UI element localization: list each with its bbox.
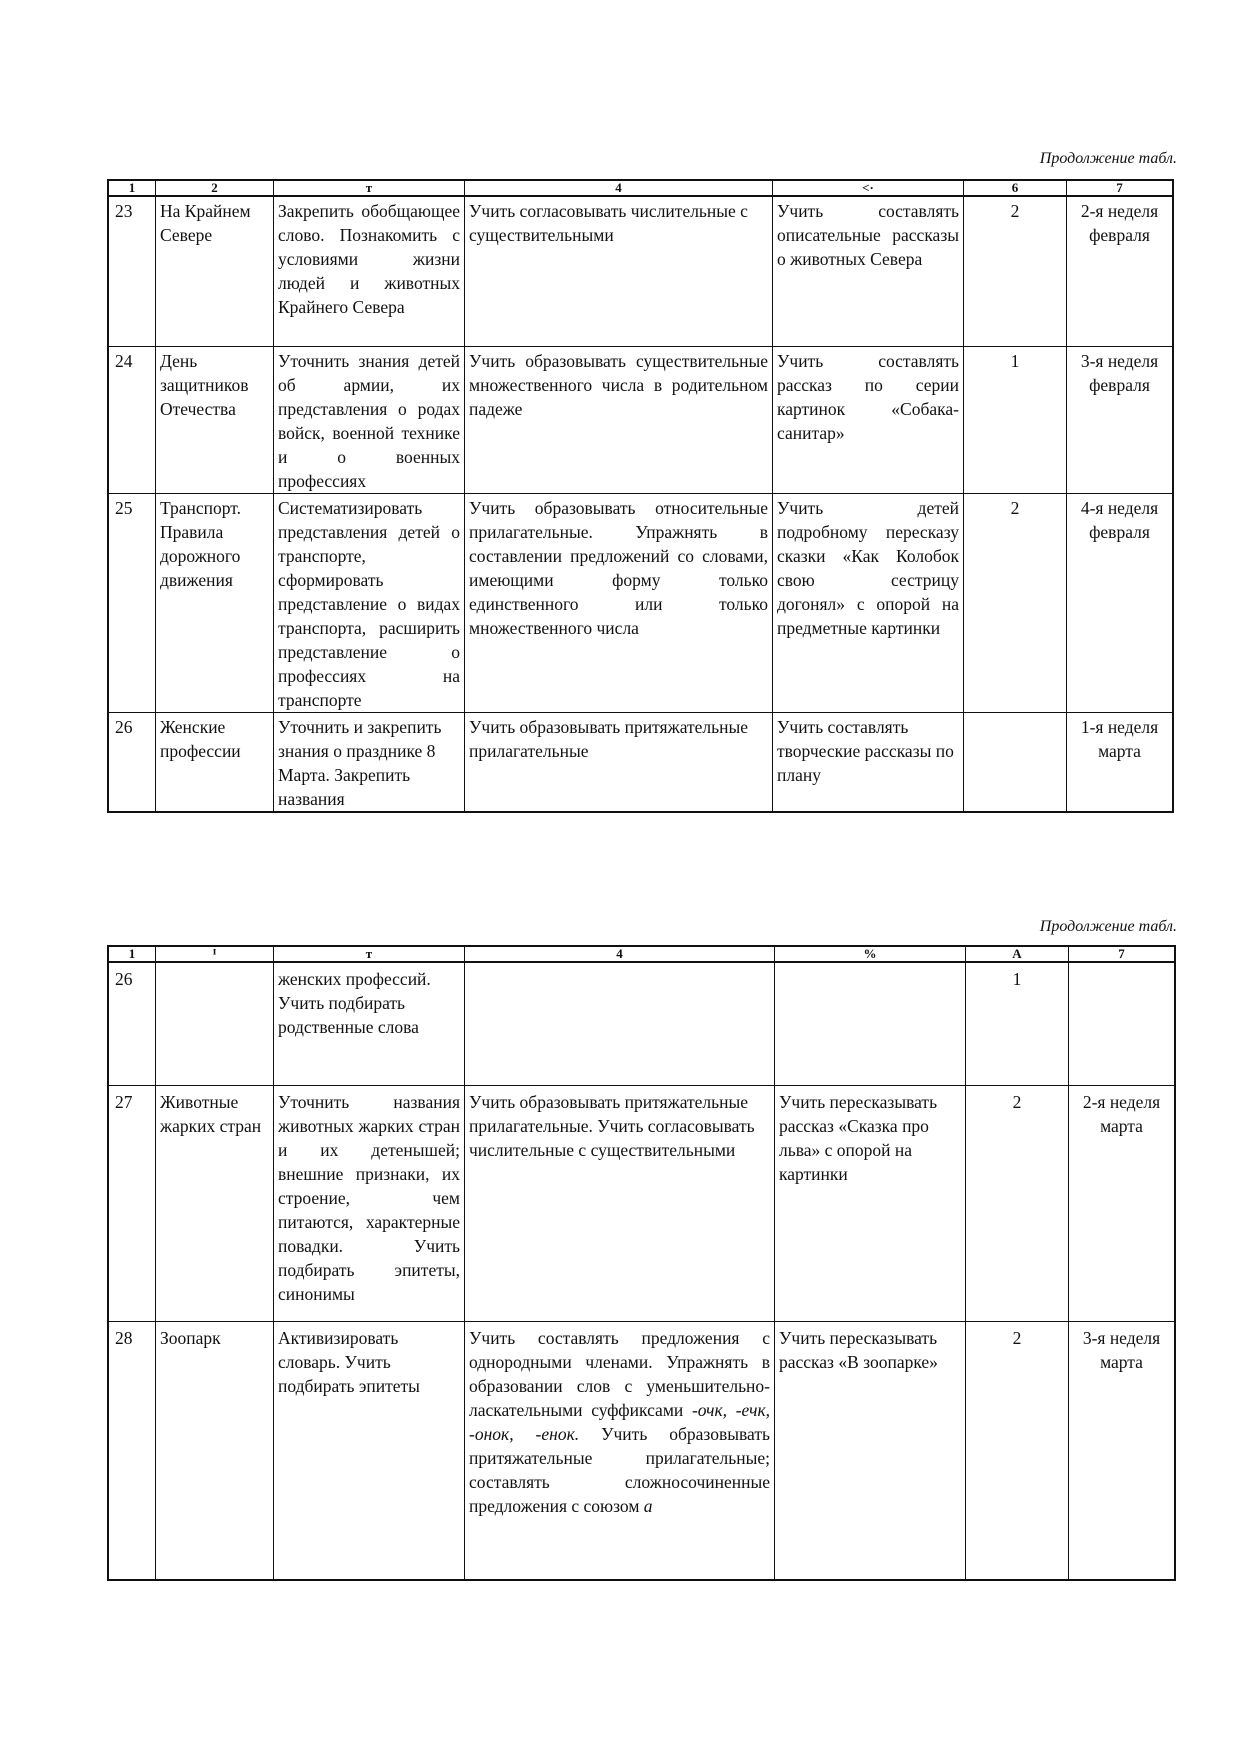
grammar-goal: Учить образовывать существительные множественного числа в родительном падеже: [465, 347, 773, 494]
header-cell: 1: [108, 946, 156, 962]
header-cell: 4: [465, 946, 775, 962]
grammar-goal: Учить образовывать притяжательные прилагательные: [465, 713, 773, 813]
table-row: [108, 347, 1173, 494]
speech-goal: Учить пересказывать рассказ «Сказка про льва» с опорой на картинки: [775, 1086, 966, 1322]
table-row: [108, 196, 1173, 347]
header-cell: 7: [1067, 180, 1174, 196]
grammar-goal: Учить образовывать притяжательные прилагательные. Учить согласовывать числительные с существительными: [465, 1086, 775, 1322]
hours-count: [964, 713, 1067, 813]
lexicon-goal: Закрепить обобщающее слово. Познакомить с условиями жизни людей и животных Крайнего Севера: [274, 196, 465, 347]
period: 1-я неделя марта: [1067, 713, 1174, 813]
header-cell: %: [775, 946, 966, 962]
lexicon-goal: Активизировать словарь. Учить подбирать эпитеты: [274, 1322, 465, 1581]
lexicon-goal: Уточнить знания детей об армии, их представления о родах войск, военной технике и о военных профессиях: [274, 347, 465, 494]
table-row: [108, 1322, 1175, 1581]
speech-goal: Учить пересказывать рассказ «В зоопарке»: [775, 1322, 966, 1581]
hours-count: 2: [966, 1086, 1069, 1322]
header-cell: 4: [465, 180, 773, 196]
lesson-number: 26: [108, 713, 156, 813]
speech-goal: Учить составлять описательные рассказы о животных Севера: [773, 196, 964, 347]
grammar-goal-text-2: Учить образовывать притяжательные прилагательные; составлять сложносочиненные предложения с союзом: [469, 1424, 770, 1516]
header-row: [108, 946, 1175, 962]
lexicon-goal: Уточнить и закрепить знания о празднике 8 Марта. Закрепить названия: [274, 713, 465, 813]
grammar-goal: [465, 962, 775, 1086]
header-row: [108, 180, 1173, 196]
lesson-plan-table-bottom: [107, 945, 1176, 1581]
lesson-topic: На Крайнем Севере: [156, 196, 274, 347]
period: 4-я неделя февраля: [1067, 494, 1174, 713]
grammar-goal: [465, 1322, 775, 1581]
header-cell: А: [966, 946, 1069, 962]
grammar-goal: Учить согласовывать числительные с существительными: [465, 196, 773, 347]
lexicon-goal: Систематизировать представления детей о транспорте, сформировать представление о видах транспорта, расширить представление о профессиях на транспорте: [274, 494, 465, 713]
lexicon-goal: Уточнить названия животных жарких стран и их детенышей; внешние признаки, их строение, чем питаются, характерные повадки. Учить подбирать эпитеты, синонимы: [274, 1086, 465, 1322]
table-continuation-caption-top: Продолжение табл.: [1039, 150, 1177, 167]
speech-goal: Учить составлять рассказ по серии картинок «Собака-санитар»: [773, 347, 964, 494]
hours-count: 1: [964, 347, 1067, 494]
header-cell: <·: [773, 180, 964, 196]
period: 3-я неделя марта: [1069, 1322, 1176, 1581]
suffix-examples: -очк, -ечк, -онок, -енок.: [469, 1400, 771, 1444]
lesson-topic: Транспорт. Правила дорожного движения: [156, 494, 274, 713]
period: 2-я неделя марта: [1069, 1086, 1176, 1322]
conjunction: а: [643, 1496, 653, 1516]
header-cell: 7: [1069, 946, 1176, 962]
speech-goal: [775, 962, 966, 1086]
hours-count: 2: [964, 494, 1067, 713]
lesson-number: 23: [108, 196, 156, 347]
speech-goal: Учить составлять творческие рассказы по плану: [773, 713, 964, 813]
lesson-number: 28: [108, 1322, 156, 1581]
hours-count: 2: [966, 1322, 1069, 1581]
grammar-goal: Учить образовывать относительные прилагательные. Упражнять в составлении предложений со словами, имеющими форму только единственного или только множественного числа: [465, 494, 773, 713]
header-cell: 1: [108, 180, 156, 196]
lesson-number: 25: [108, 494, 156, 713]
lesson-topic: Животные жарких стран: [156, 1086, 274, 1322]
table-row: [108, 713, 1173, 813]
table-row: [108, 1086, 1175, 1322]
table-row: [108, 494, 1173, 713]
period: 3-я неделя февраля: [1067, 347, 1174, 494]
lesson-topic: [156, 962, 274, 1086]
header-cell: т: [274, 946, 465, 962]
lesson-topic: Женские профессии: [156, 713, 274, 813]
speech-goal: Учить детей подробному пересказу сказки «Как Колобок свою сестрицу догонял» с опорой на предметные картинки: [773, 494, 964, 713]
table-continuation-caption-bottom: Продолжение табл.: [1039, 918, 1177, 935]
lesson-number: 27: [108, 1086, 156, 1322]
table-row: [108, 962, 1175, 1086]
period: [1069, 962, 1176, 1086]
header-cell: ᴵ: [156, 946, 274, 962]
period: 2-я неделя февраля: [1067, 196, 1174, 347]
lesson-topic: Зоопарк: [156, 1322, 274, 1581]
header-cell: 6: [964, 180, 1067, 196]
lesson-number: 24: [108, 347, 156, 494]
lesson-topic: День защитников Отечества: [156, 347, 274, 494]
hours-count: 1: [966, 962, 1069, 1086]
header-cell: т: [274, 180, 465, 196]
grammar-goal-text: Учить составлять предложения с однородными членами. Упражнять в образовании слов с уменьшительно-ласкательными суффиксами: [469, 1328, 770, 1420]
lexicon-goal: женских профессий. Учить подбирать родственные слова: [274, 962, 465, 1086]
header-cell: 2: [156, 180, 274, 196]
lesson-number: 26: [108, 962, 156, 1086]
hours-count: 2: [964, 196, 1067, 347]
lesson-plan-table-top: [107, 179, 1174, 813]
